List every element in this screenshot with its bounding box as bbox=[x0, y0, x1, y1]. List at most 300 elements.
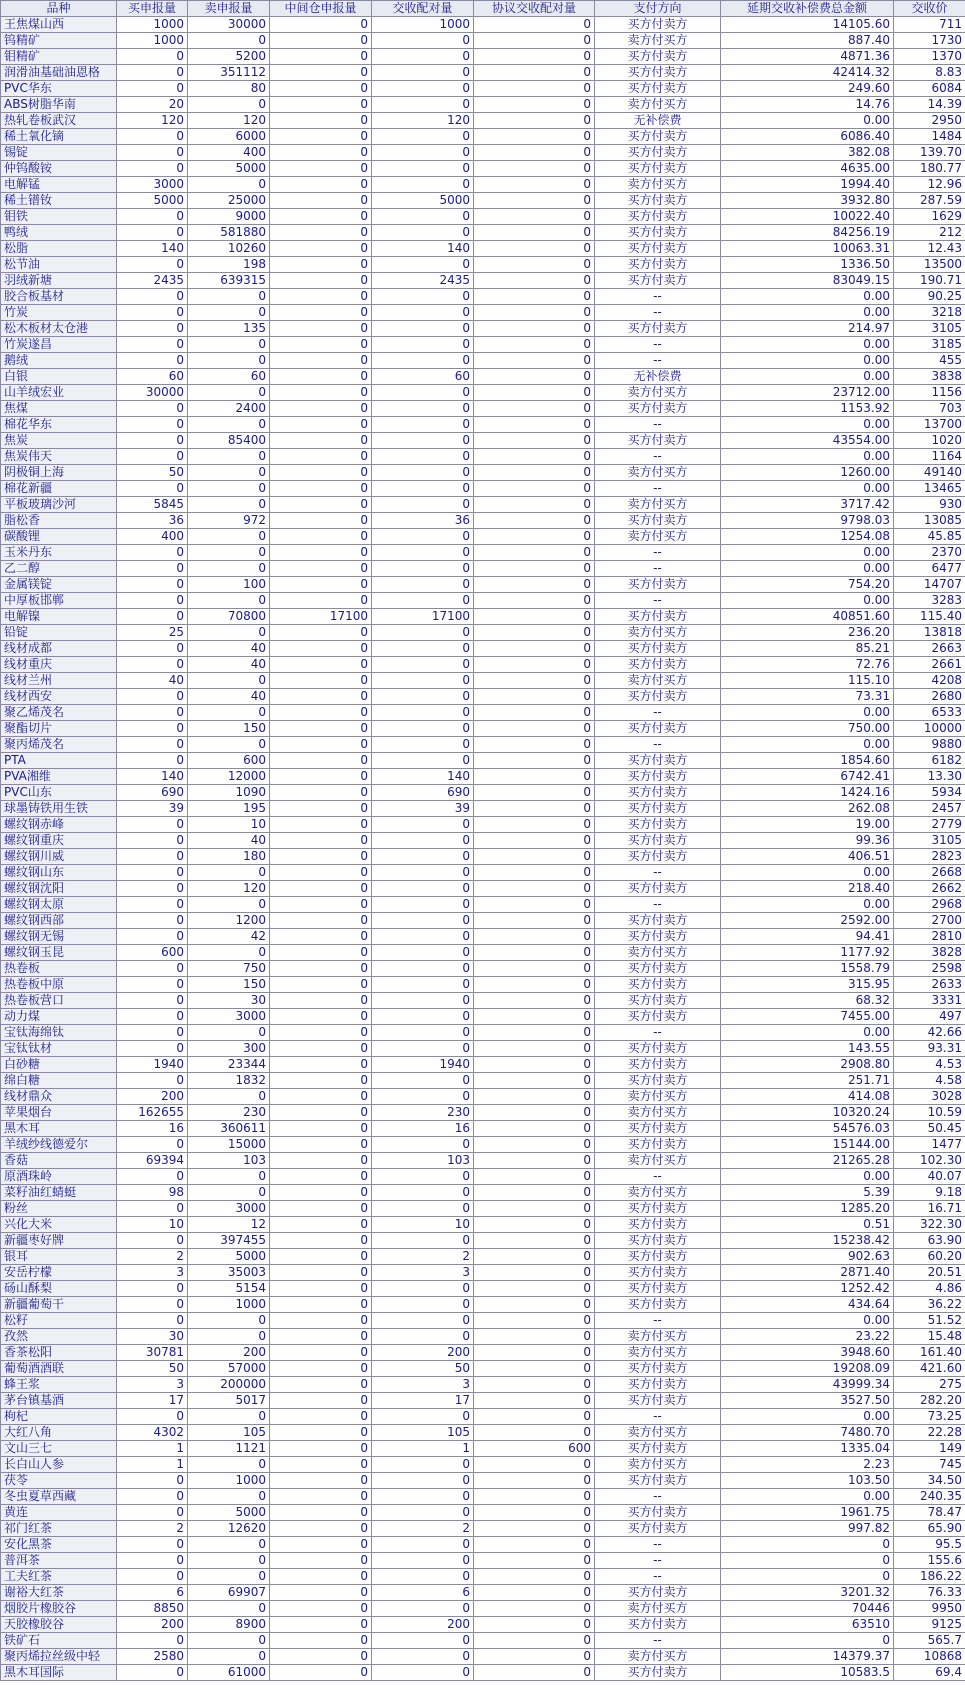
intermediate-qty-cell: 0 bbox=[270, 321, 372, 337]
matched-qty-cell: 0 bbox=[372, 1409, 474, 1425]
agreement-matched-qty-cell: 0 bbox=[474, 241, 595, 257]
table-row bbox=[1, 753, 965, 769]
sell-qty-cell: 70800 bbox=[188, 609, 270, 625]
table-row bbox=[1, 1665, 965, 1681]
buy-qty-cell: 0 bbox=[117, 65, 188, 81]
intermediate-qty-cell: 0 bbox=[270, 1105, 372, 1121]
payment-direction-cell: 买方付卖方 bbox=[595, 881, 721, 897]
product-cell: 茅台镇基酒 bbox=[1, 1393, 117, 1409]
intermediate-qty-cell: 0 bbox=[270, 625, 372, 641]
payment-direction-cell: -- bbox=[595, 593, 721, 609]
table-row bbox=[1, 113, 965, 129]
intermediate-qty-cell: 0 bbox=[270, 817, 372, 833]
matched-qty-cell: 50 bbox=[372, 1361, 474, 1377]
payment-direction-cell: 卖方付买方 bbox=[595, 625, 721, 641]
settlement-price-cell: 149 bbox=[894, 1441, 965, 1457]
product-cell: 白砂糖 bbox=[1, 1057, 117, 1073]
compensation-total-cell: 1336.50 bbox=[721, 257, 894, 273]
sell-qty-cell: 0 bbox=[188, 545, 270, 561]
table-body bbox=[1, 17, 965, 1681]
intermediate-qty-cell: 0 bbox=[270, 209, 372, 225]
buy-qty-cell: 8850 bbox=[117, 1601, 188, 1617]
agreement-matched-qty-cell: 0 bbox=[474, 1329, 595, 1345]
matched-qty-cell: 120 bbox=[372, 113, 474, 129]
agreement-matched-qty-cell: 0 bbox=[474, 1377, 595, 1393]
agreement-matched-qty-cell: 0 bbox=[474, 1025, 595, 1041]
table-row bbox=[1, 321, 965, 337]
matched-qty-cell: 0 bbox=[372, 705, 474, 721]
buy-qty-cell: 0 bbox=[117, 961, 188, 977]
matched-qty-cell: 36 bbox=[372, 513, 474, 529]
intermediate-qty-cell: 0 bbox=[270, 273, 372, 289]
settlement-price-cell: 13465 bbox=[894, 481, 965, 497]
product-cell: 铁矿石 bbox=[1, 1633, 117, 1649]
intermediate-qty-cell: 0 bbox=[270, 1521, 372, 1537]
compensation-total-cell: 1335.04 bbox=[721, 1441, 894, 1457]
settlement-price-cell: 78.47 bbox=[894, 1505, 965, 1521]
product-cell: 羊绒纱线德爱尔 bbox=[1, 1137, 117, 1153]
sell-qty-cell: 5200 bbox=[188, 49, 270, 65]
intermediate-qty-cell: 0 bbox=[270, 1121, 372, 1137]
buy-qty-cell: 5845 bbox=[117, 497, 188, 513]
sell-qty-cell: 85400 bbox=[188, 433, 270, 449]
matched-qty-cell: 0 bbox=[372, 593, 474, 609]
product-cell: 胶合板基材 bbox=[1, 289, 117, 305]
buy-qty-cell: 0 bbox=[117, 225, 188, 241]
intermediate-qty-cell: 0 bbox=[270, 65, 372, 81]
buy-qty-cell: 400 bbox=[117, 529, 188, 545]
product-cell: 大红八角 bbox=[1, 1425, 117, 1441]
buy-qty-cell: 60 bbox=[117, 369, 188, 385]
product-cell: 螺纹钢山东 bbox=[1, 865, 117, 881]
buy-qty-cell: 200 bbox=[117, 1617, 188, 1633]
product-cell: 热轧卷板武汉 bbox=[1, 113, 117, 129]
product-cell: 棉花新疆 bbox=[1, 481, 117, 497]
product-cell: 钼精矿 bbox=[1, 49, 117, 65]
settlement-price-cell: 3185 bbox=[894, 337, 965, 353]
matched-qty-cell: 0 bbox=[372, 1025, 474, 1041]
matched-qty-cell: 0 bbox=[372, 161, 474, 177]
buy-qty-cell: 0 bbox=[117, 753, 188, 769]
compensation-total-cell: 0.00 bbox=[721, 449, 894, 465]
product-cell: 羽绒新塘 bbox=[1, 273, 117, 289]
buy-qty-cell: 0 bbox=[117, 417, 188, 433]
header-row bbox=[1, 1, 965, 17]
intermediate-qty-cell: 0 bbox=[270, 1137, 372, 1153]
intermediate-qty-cell: 0 bbox=[270, 641, 372, 657]
settlement-price-cell: 34.50 bbox=[894, 1473, 965, 1489]
compensation-total-cell: 0.00 bbox=[721, 737, 894, 753]
settlement-price-cell: 73.25 bbox=[894, 1409, 965, 1425]
agreement-matched-qty-cell: 0 bbox=[474, 785, 595, 801]
settlement-price-cell: 282.20 bbox=[894, 1393, 965, 1409]
agreement-matched-qty-cell: 0 bbox=[474, 1521, 595, 1537]
buy-qty-cell: 0 bbox=[117, 1633, 188, 1649]
sell-qty-cell: 1200 bbox=[188, 913, 270, 929]
sell-qty-cell: 0 bbox=[188, 1457, 270, 1473]
matched-qty-cell: 1000 bbox=[372, 17, 474, 33]
settlement-price-cell: 2680 bbox=[894, 689, 965, 705]
matched-qty-cell: 140 bbox=[372, 769, 474, 785]
compensation-total-cell: 9798.03 bbox=[721, 513, 894, 529]
settlement-price-cell: 49140 bbox=[894, 465, 965, 481]
sell-qty-cell: 0 bbox=[188, 1601, 270, 1617]
payment-direction-cell: 卖方付买方 bbox=[595, 1649, 721, 1665]
intermediate-qty-cell: 0 bbox=[270, 545, 372, 561]
intermediate-qty-cell: 0 bbox=[270, 1009, 372, 1025]
agreement-matched-qty-cell: 0 bbox=[474, 721, 595, 737]
compensation-total-cell: 84256.19 bbox=[721, 225, 894, 241]
buy-qty-cell: 0 bbox=[117, 865, 188, 881]
sell-qty-cell: 30 bbox=[188, 993, 270, 1009]
payment-direction-cell: 买方付卖方 bbox=[595, 1073, 721, 1089]
matched-qty-cell: 0 bbox=[372, 1329, 474, 1345]
sell-qty-cell: 6000 bbox=[188, 129, 270, 145]
payment-direction-cell: 买方付卖方 bbox=[595, 801, 721, 817]
table-row bbox=[1, 1521, 965, 1537]
compensation-total-cell: 85.21 bbox=[721, 641, 894, 657]
product-cell: 螺纹钢赤峰 bbox=[1, 817, 117, 833]
settlement-price-cell: 4.58 bbox=[894, 1073, 965, 1089]
table-row bbox=[1, 145, 965, 161]
product-cell: 电解锰 bbox=[1, 177, 117, 193]
payment-direction-cell: 买方付卖方 bbox=[595, 641, 721, 657]
header-compensation-total: 延期交收补偿费总金额 bbox=[721, 1, 894, 17]
buy-qty-cell: 0 bbox=[117, 1201, 188, 1217]
buy-qty-cell: 1000 bbox=[117, 33, 188, 49]
agreement-matched-qty-cell: 0 bbox=[474, 609, 595, 625]
settlement-price-cell: 155.6 bbox=[894, 1553, 965, 1569]
settlement-price-cell: 40.07 bbox=[894, 1169, 965, 1185]
agreement-matched-qty-cell: 0 bbox=[474, 33, 595, 49]
compensation-total-cell: 0 bbox=[721, 1569, 894, 1585]
intermediate-qty-cell: 0 bbox=[270, 289, 372, 305]
product-cell: 王焦煤山西 bbox=[1, 17, 117, 33]
compensation-total-cell: 7455.00 bbox=[721, 1009, 894, 1025]
settlement-price-cell: 12.43 bbox=[894, 241, 965, 257]
agreement-matched-qty-cell: 0 bbox=[474, 273, 595, 289]
payment-direction-cell: 买方付卖方 bbox=[595, 1361, 721, 1377]
buy-qty-cell: 0 bbox=[117, 593, 188, 609]
agreement-matched-qty-cell: 0 bbox=[474, 673, 595, 689]
compensation-total-cell: 0.00 bbox=[721, 1025, 894, 1041]
sell-qty-cell: 8900 bbox=[188, 1617, 270, 1633]
buy-qty-cell: 0 bbox=[117, 1009, 188, 1025]
payment-direction-cell: 买方付卖方 bbox=[595, 785, 721, 801]
payment-direction-cell: 买方付卖方 bbox=[595, 913, 721, 929]
matched-qty-cell: 0 bbox=[372, 1041, 474, 1057]
payment-direction-cell: -- bbox=[595, 1489, 721, 1505]
agreement-matched-qty-cell: 0 bbox=[474, 17, 595, 33]
sell-qty-cell: 0 bbox=[188, 593, 270, 609]
buy-qty-cell: 0 bbox=[117, 705, 188, 721]
intermediate-qty-cell: 0 bbox=[270, 1329, 372, 1345]
sell-qty-cell: 0 bbox=[188, 289, 270, 305]
product-cell: 中厚板邯郸 bbox=[1, 593, 117, 609]
sell-qty-cell: 0 bbox=[188, 1169, 270, 1185]
agreement-matched-qty-cell: 0 bbox=[474, 977, 595, 993]
product-cell: 宝钛海绵钛 bbox=[1, 1025, 117, 1041]
settlement-price-cell: 20.51 bbox=[894, 1265, 965, 1281]
settlement-price-cell: 6084 bbox=[894, 81, 965, 97]
payment-direction-cell: 卖方付买方 bbox=[595, 1425, 721, 1441]
header-matched-qty: 交收配对量 bbox=[372, 1, 474, 17]
sell-qty-cell: 195 bbox=[188, 801, 270, 817]
buy-qty-cell: 0 bbox=[117, 817, 188, 833]
matched-qty-cell: 0 bbox=[372, 1073, 474, 1089]
agreement-matched-qty-cell: 0 bbox=[474, 897, 595, 913]
settlement-price-cell: 22.28 bbox=[894, 1425, 965, 1441]
buy-qty-cell: 6 bbox=[117, 1585, 188, 1601]
sell-qty-cell: 0 bbox=[188, 1089, 270, 1105]
payment-direction-cell: -- bbox=[595, 289, 721, 305]
matched-qty-cell: 0 bbox=[372, 865, 474, 881]
payment-direction-cell: 卖方付买方 bbox=[595, 1457, 721, 1473]
product-cell: 新疆葡萄干 bbox=[1, 1297, 117, 1313]
compensation-total-cell: 2908.80 bbox=[721, 1057, 894, 1073]
table-row bbox=[1, 1569, 965, 1585]
agreement-matched-qty-cell: 0 bbox=[474, 1169, 595, 1185]
buy-qty-cell: 36 bbox=[117, 513, 188, 529]
table-row bbox=[1, 465, 965, 481]
sell-qty-cell: 135 bbox=[188, 321, 270, 337]
matched-qty-cell: 0 bbox=[372, 993, 474, 1009]
table-row bbox=[1, 785, 965, 801]
matched-qty-cell: 0 bbox=[372, 1489, 474, 1505]
intermediate-qty-cell: 0 bbox=[270, 1185, 372, 1201]
product-cell: 螺纹钢西部 bbox=[1, 913, 117, 929]
payment-direction-cell: -- bbox=[595, 1633, 721, 1649]
agreement-matched-qty-cell: 0 bbox=[474, 737, 595, 753]
settlement-price-cell: 5934 bbox=[894, 785, 965, 801]
agreement-matched-qty-cell: 0 bbox=[474, 1105, 595, 1121]
matched-qty-cell: 1940 bbox=[372, 1057, 474, 1073]
compensation-total-cell: 3948.60 bbox=[721, 1345, 894, 1361]
payment-direction-cell: -- bbox=[595, 1409, 721, 1425]
intermediate-qty-cell: 0 bbox=[270, 1441, 372, 1457]
payment-direction-cell: 买方付卖方 bbox=[595, 993, 721, 1009]
agreement-matched-qty-cell: 0 bbox=[474, 481, 595, 497]
matched-qty-cell: 0 bbox=[372, 897, 474, 913]
product-cell: 烟胶片橡胶谷 bbox=[1, 1601, 117, 1617]
payment-direction-cell: 买方付卖方 bbox=[595, 1393, 721, 1409]
compensation-total-cell: 143.55 bbox=[721, 1041, 894, 1057]
payment-direction-cell: 买方付卖方 bbox=[595, 689, 721, 705]
sell-qty-cell: 23344 bbox=[188, 1057, 270, 1073]
compensation-total-cell: 414.08 bbox=[721, 1089, 894, 1105]
compensation-total-cell: 1994.40 bbox=[721, 177, 894, 193]
buy-qty-cell: 200 bbox=[117, 1089, 188, 1105]
compensation-total-cell: 94.41 bbox=[721, 929, 894, 945]
product-cell: 香茶松阳 bbox=[1, 1345, 117, 1361]
compensation-total-cell: 0.00 bbox=[721, 545, 894, 561]
agreement-matched-qty-cell: 0 bbox=[474, 1041, 595, 1057]
product-cell: 聚丙烯茂名 bbox=[1, 737, 117, 753]
compensation-total-cell: 40851.60 bbox=[721, 609, 894, 625]
intermediate-qty-cell: 0 bbox=[270, 1345, 372, 1361]
matched-qty-cell: 230 bbox=[372, 1105, 474, 1121]
agreement-matched-qty-cell: 0 bbox=[474, 529, 595, 545]
settlement-price-cell: 930 bbox=[894, 497, 965, 513]
compensation-total-cell: 1254.08 bbox=[721, 529, 894, 545]
payment-direction-cell: 卖方付买方 bbox=[595, 1153, 721, 1169]
product-cell: 螺纹钢太原 bbox=[1, 897, 117, 913]
payment-direction-cell: 买方付卖方 bbox=[595, 129, 721, 145]
settlement-price-cell: 2823 bbox=[894, 849, 965, 865]
compensation-total-cell: 997.82 bbox=[721, 1521, 894, 1537]
agreement-matched-qty-cell: 0 bbox=[474, 1505, 595, 1521]
table-row bbox=[1, 401, 965, 417]
compensation-total-cell: 7480.70 bbox=[721, 1425, 894, 1441]
intermediate-qty-cell: 0 bbox=[270, 1153, 372, 1169]
settlement-price-cell: 703 bbox=[894, 401, 965, 417]
table-row bbox=[1, 577, 965, 593]
sell-qty-cell: 80 bbox=[188, 81, 270, 97]
product-cell: 螺纹钢川威 bbox=[1, 849, 117, 865]
product-cell: PVA湘维 bbox=[1, 769, 117, 785]
compensation-total-cell: 0.00 bbox=[721, 593, 894, 609]
agreement-matched-qty-cell: 0 bbox=[474, 561, 595, 577]
sell-qty-cell: 57000 bbox=[188, 1361, 270, 1377]
buy-qty-cell: 2580 bbox=[117, 1649, 188, 1665]
product-cell: 动力煤 bbox=[1, 1009, 117, 1025]
table-row bbox=[1, 1057, 965, 1073]
intermediate-qty-cell: 0 bbox=[270, 881, 372, 897]
table-row bbox=[1, 609, 965, 625]
buy-qty-cell: 0 bbox=[117, 161, 188, 177]
buy-qty-cell: 0 bbox=[117, 305, 188, 321]
payment-direction-cell: 买方付卖方 bbox=[595, 193, 721, 209]
compensation-total-cell: 73.31 bbox=[721, 689, 894, 705]
payment-direction-cell: 卖方付买方 bbox=[595, 673, 721, 689]
intermediate-qty-cell: 0 bbox=[270, 977, 372, 993]
sell-qty-cell: 400 bbox=[188, 145, 270, 161]
matched-qty-cell: 0 bbox=[372, 833, 474, 849]
compensation-total-cell: 251.71 bbox=[721, 1073, 894, 1089]
sell-qty-cell: 0 bbox=[188, 945, 270, 961]
matched-qty-cell: 1 bbox=[372, 1441, 474, 1457]
intermediate-qty-cell: 0 bbox=[270, 593, 372, 609]
product-cell: 新疆枣好牌 bbox=[1, 1233, 117, 1249]
sell-qty-cell: 0 bbox=[188, 417, 270, 433]
sell-qty-cell: 0 bbox=[188, 337, 270, 353]
table-row bbox=[1, 1105, 965, 1121]
intermediate-qty-cell: 0 bbox=[270, 1457, 372, 1473]
intermediate-qty-cell: 0 bbox=[270, 417, 372, 433]
payment-direction-cell: 买方付卖方 bbox=[595, 833, 721, 849]
agreement-matched-qty-cell: 0 bbox=[474, 49, 595, 65]
payment-direction-cell: 买方付卖方 bbox=[595, 721, 721, 737]
compensation-total-cell: 2592.00 bbox=[721, 913, 894, 929]
intermediate-qty-cell: 0 bbox=[270, 1665, 372, 1681]
compensation-total-cell: 5.39 bbox=[721, 1185, 894, 1201]
sell-qty-cell: 581880 bbox=[188, 225, 270, 241]
settlement-price-cell: 3838 bbox=[894, 369, 965, 385]
matched-qty-cell: 0 bbox=[372, 1201, 474, 1217]
agreement-matched-qty-cell: 0 bbox=[474, 1233, 595, 1249]
matched-qty-cell: 6 bbox=[372, 1585, 474, 1601]
buy-qty-cell: 0 bbox=[117, 689, 188, 705]
sell-qty-cell: 0 bbox=[188, 97, 270, 113]
compensation-total-cell: 0.00 bbox=[721, 1489, 894, 1505]
buy-qty-cell: 25 bbox=[117, 625, 188, 641]
settlement-price-cell: 95.5 bbox=[894, 1537, 965, 1553]
payment-direction-cell: 卖方付买方 bbox=[595, 945, 721, 961]
payment-direction-cell: 卖方付买方 bbox=[595, 1089, 721, 1105]
sell-qty-cell: 3000 bbox=[188, 1009, 270, 1025]
table-row bbox=[1, 177, 965, 193]
agreement-matched-qty-cell: 0 bbox=[474, 801, 595, 817]
table-row bbox=[1, 289, 965, 305]
agreement-matched-qty-cell: 0 bbox=[474, 1473, 595, 1489]
settlement-price-cell: 76.33 bbox=[894, 1585, 965, 1601]
table-row bbox=[1, 49, 965, 65]
table-row bbox=[1, 1185, 965, 1201]
payment-direction-cell: 买方付卖方 bbox=[595, 225, 721, 241]
settlement-price-cell: 14.39 bbox=[894, 97, 965, 113]
table-row bbox=[1, 17, 965, 33]
product-cell: 铅锭 bbox=[1, 625, 117, 641]
sell-qty-cell: 5154 bbox=[188, 1281, 270, 1297]
matched-qty-cell: 0 bbox=[372, 1569, 474, 1585]
agreement-matched-qty-cell: 0 bbox=[474, 1553, 595, 1569]
payment-direction-cell: 买方付卖方 bbox=[595, 1233, 721, 1249]
intermediate-qty-cell: 17100 bbox=[270, 609, 372, 625]
table-row bbox=[1, 1297, 965, 1313]
sell-qty-cell: 5000 bbox=[188, 1249, 270, 1265]
agreement-matched-qty-cell: 0 bbox=[474, 193, 595, 209]
intermediate-qty-cell: 0 bbox=[270, 353, 372, 369]
compensation-total-cell: 218.40 bbox=[721, 881, 894, 897]
sell-qty-cell: 2400 bbox=[188, 401, 270, 417]
table-row bbox=[1, 625, 965, 641]
matched-qty-cell: 0 bbox=[372, 385, 474, 401]
sell-qty-cell: 300 bbox=[188, 1041, 270, 1057]
table-row bbox=[1, 1169, 965, 1185]
buy-qty-cell: 0 bbox=[117, 449, 188, 465]
product-cell: 钨精矿 bbox=[1, 33, 117, 49]
payment-direction-cell: 买方付卖方 bbox=[595, 1297, 721, 1313]
buy-qty-cell: 98 bbox=[117, 1185, 188, 1201]
matched-qty-cell: 0 bbox=[372, 913, 474, 929]
payment-direction-cell: 买方付卖方 bbox=[595, 657, 721, 673]
agreement-matched-qty-cell: 0 bbox=[474, 321, 595, 337]
sell-qty-cell: 5017 bbox=[188, 1393, 270, 1409]
product-cell: 绵白糖 bbox=[1, 1073, 117, 1089]
product-cell: 碳酸锂 bbox=[1, 529, 117, 545]
product-cell: PTA bbox=[1, 753, 117, 769]
header-payment-direction: 支付方向 bbox=[595, 1, 721, 17]
agreement-matched-qty-cell: 0 bbox=[474, 1137, 595, 1153]
agreement-matched-qty-cell: 0 bbox=[474, 865, 595, 881]
payment-direction-cell: -- bbox=[595, 353, 721, 369]
product-cell: 松脂 bbox=[1, 241, 117, 257]
intermediate-qty-cell: 0 bbox=[270, 337, 372, 353]
settlement-price-cell: 180.77 bbox=[894, 161, 965, 177]
agreement-matched-qty-cell: 0 bbox=[474, 369, 595, 385]
intermediate-qty-cell: 0 bbox=[270, 785, 372, 801]
agreement-matched-qty-cell: 0 bbox=[474, 1457, 595, 1473]
compensation-total-cell: 0.00 bbox=[721, 417, 894, 433]
agreement-matched-qty-cell: 0 bbox=[474, 497, 595, 513]
intermediate-qty-cell: 0 bbox=[270, 465, 372, 481]
matched-qty-cell: 0 bbox=[372, 1473, 474, 1489]
payment-direction-cell: -- bbox=[595, 545, 721, 561]
table-row bbox=[1, 33, 965, 49]
table-row bbox=[1, 433, 965, 449]
matched-qty-cell: 0 bbox=[372, 961, 474, 977]
sell-qty-cell: 69907 bbox=[188, 1585, 270, 1601]
